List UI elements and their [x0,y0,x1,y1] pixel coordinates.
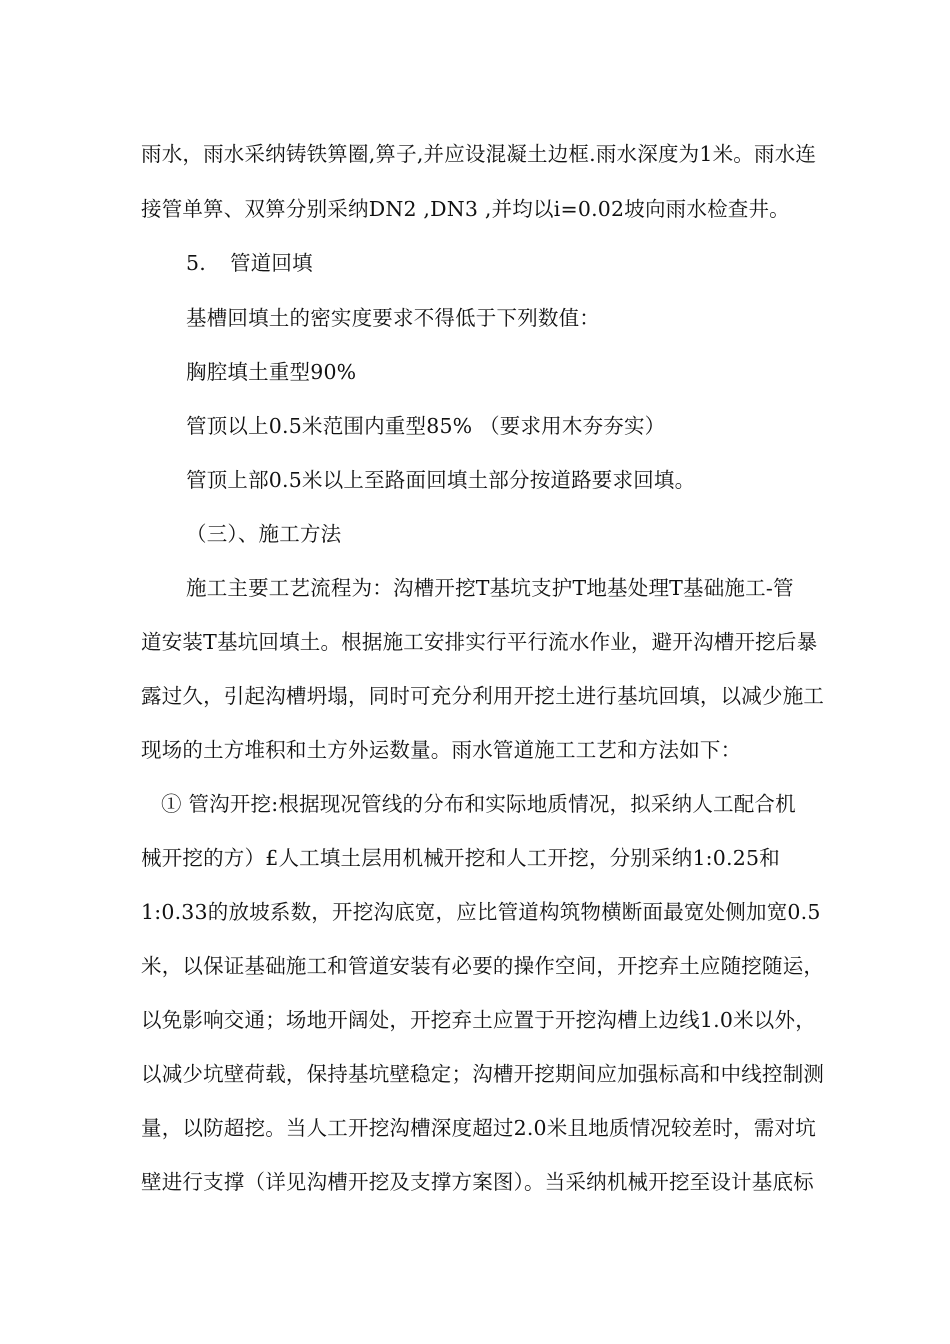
paragraph-line: 基槽回填土的密实度要求不得低于下列数值： [186,306,600,330]
paragraph-line: 以减少坑壁荷载，保持基坑壁稳定；沟槽开挖期间应加强标高和中线控制测 [141,1062,825,1086]
paragraph-line: 管顶以上0.5米范围内重型85% （要求用木夯夯实） [186,414,666,438]
section-number: 5. [186,251,206,275]
section-heading [0,249,950,277]
paragraph-line: 械开挖的方）£人工填土层用机械开挖和人工开挖，分别采纳1:0.25和 [141,846,780,870]
paragraph-line: 现场的土方堆积和土方外运数量。雨水管道施工工艺和方法如下： [141,738,742,762]
paragraph-line: 量，以防超挖。当人工开挖沟槽深度超过2.0米且地质情况较差时，需对坑 [141,1116,816,1140]
paragraph-line: 雨水，雨水采纳铸铁箅圈,箅子,并应设混凝土边框.雨水深度为1米。雨水连 [141,142,817,166]
paragraph-line: 以免影响交通；场地开阔处，开挖弃土应置于开挖沟槽上边线1.0米以外， [141,1008,816,1032]
paragraph-line: 道安装T基坑回填土。根据施工安排实行平行流水作业，避开沟槽开挖后暴 [141,630,818,654]
paragraph-line: ① 管沟开挖:根据现况管线的分布和实际地质情况，拟采纳人工配合机 [161,792,796,816]
paragraph-line: 1:0.33的放坡系数，开挖沟底宽，应比管道构筑物横断面最宽处侧加宽0.5 [141,900,821,924]
paragraph-line: 管顶上部0.5米以上至路面回填土部分按道路要求回填。 [186,468,696,492]
paragraph-line: 露过久，引起沟槽坍塌，同时可充分利用开挖土进行基坑回填，以减少施工 [141,684,825,708]
subsection-heading: （三）、施工方法 [186,522,342,546]
paragraph-line: 接管单箅、双箅分别采纳DN2 ,DN3 ,并均以i=0.02坡向雨水检查井。 [141,197,790,221]
paragraph-line: 胸腔填土重型90% [186,360,357,384]
paragraph-line: 壁进行支撑（详见沟槽开挖及支撑方案图）。当采纳机械开挖至设计基底标 [141,1170,814,1194]
section-title: 管道回填 [229,251,313,275]
paragraph-line: 施工主要工艺流程为：沟槽开挖T基坑支护T地基处理T基础施工-管 [186,576,794,600]
paragraph-line: 米，以保证基础施工和管道安装有必要的操作空间，开挖弃土应随挖随运， [141,954,825,978]
